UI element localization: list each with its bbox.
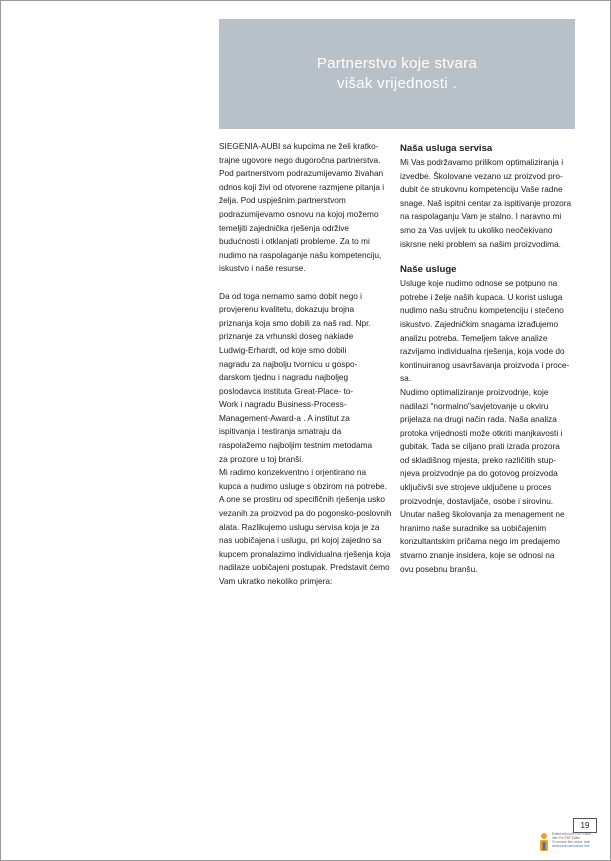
watermark-text	[552, 832, 602, 848]
section-heading-service: Naša usluga servisa	[400, 143, 493, 154]
text-line: priznanje za vrhunski doseg nakiade	[219, 331, 354, 342]
title-line-1: Partnerstvo koje stvara	[316, 55, 478, 72]
text-line: nadilazi "normalno"savjetovanje u okviru	[400, 400, 549, 411]
text-line: Ludwig-Erhardt, od koje smo dobili	[219, 344, 347, 355]
right-column	[400, 140, 576, 576]
text-line: izvedbe. Školovane vezano uz proizvod pro-	[400, 170, 563, 181]
infix-watermark[interactable]	[537, 830, 603, 854]
text-line: kupca a nudimo usluge s obzirom na potrebe.	[219, 480, 387, 491]
text-line: ispitivanja i testiranja smatraju da	[219, 426, 342, 437]
text-line: protoka vrijednosti može otkriti manjkavosti i	[400, 427, 563, 438]
text-line: nas uobičajena i uslugu, pri kojoj zajedno sa	[219, 535, 382, 546]
text-line: Usluge koje nudimo odnose se potpuno na	[400, 278, 558, 289]
text-line: za prozore u toj branši.	[219, 453, 304, 464]
text-line: želja. Pod uspješnim partnerstvom	[219, 195, 346, 206]
text-line: na raspolaganju Vam je stalno. I naravno mi	[400, 211, 562, 222]
section-body-services	[400, 277, 576, 576]
text-line: sa.	[400, 373, 412, 384]
text-line: prijelaza na drugi način rada. Naša analiza	[400, 414, 557, 425]
text-line: SIEGENIA-AUBI sa kupcima ne želi kratko-	[219, 141, 379, 151]
section-body-service	[400, 156, 576, 251]
watermark-link[interactable]: www.iceni.com/unlock.htm	[552, 844, 590, 848]
text-line: raspolažemo najboljim testnim metodama	[219, 440, 373, 451]
text-line: nudimo našu stručnu kompetenciju i stečeno	[400, 305, 564, 316]
title-banner	[219, 19, 575, 129]
watermark-line-3: To remove this notice, visit:	[552, 840, 591, 844]
text-line: iskustvo. Zajedničkim snagama izrađujemo	[400, 318, 559, 329]
text-line: ovu posebnu branšu.	[400, 563, 478, 574]
text-line: Mi radimo konzekventno i orjentirano na	[219, 467, 367, 478]
text-line: provjerenu kvalitetu, dokazuju brojna	[219, 304, 355, 315]
text-line: Work i nagradu Business-Process-	[219, 399, 347, 410]
text-line: potrebe i želje naših kupaca. U korist usluga	[400, 291, 563, 302]
text-line: darskom tjednu i nagradu najboljeg	[219, 372, 349, 383]
text-line: konzultantskim pričama nego im predajemo	[400, 536, 561, 547]
text-line: stvarno znanje insidera, koje se odnosi na	[400, 550, 555, 561]
text-line: nudimo na raspolaganje našu kompetenciju,	[219, 249, 382, 260]
text-line: trajne ugovore nego dugoročna partnerstva.	[219, 154, 381, 165]
title-line-2: višak vrijednosti .	[337, 75, 457, 92]
text-line: analizu potreba. Temeljem takve analize	[400, 332, 548, 343]
paragraph-gap	[219, 276, 381, 290]
text-line: vezanih za proizvod pa do pogonsko-poslovnih	[219, 508, 392, 519]
section-heading-services: Naše usluge	[400, 264, 457, 276]
text-line: gubitak. Tada se ciljano prati izrada prozora	[400, 441, 560, 452]
text-line: iskrsne neki problem sa našim proizvodima.	[400, 238, 561, 249]
text-line: A one se prostiru od specifičnih rješenja usko	[219, 494, 386, 505]
page-number: 19	[573, 818, 597, 833]
text-line: nagradu za najbolju tvornicu u gospo-	[219, 358, 358, 369]
text-line: Unutar našeg školovanja za menagement ne	[400, 509, 565, 520]
text-line: Da od toga nemamo samo dobit nego i	[219, 290, 362, 301]
text-line: hranimo naše suradnike sa uobičajenim	[400, 522, 547, 533]
text-line: snage. Naš ispitni centar za ispitivanje prozora	[400, 197, 572, 208]
section-gap	[400, 251, 576, 261]
text-line: uključivši sve strojeve uključene u proces	[400, 482, 552, 493]
text-line: Management-Award-a . A institut za	[219, 412, 350, 423]
text-line: Nudimo optimaliziranje proizvodnje, koje	[400, 386, 549, 397]
text-line: priznanja koja smo dobili za naš rad. Npr.	[219, 317, 371, 328]
text-line: kontinuiranog usavršavanja proizvoda i proce-	[400, 359, 570, 370]
left-column	[219, 140, 392, 589]
watermark-line-2: Infix Pro PDF Editor	[552, 836, 581, 840]
text-line: podrazumijevamo osnovu na kojoj možemo	[219, 208, 379, 219]
text-line: Mi Vas podržavamo prilikom optimaliziranja i	[400, 157, 564, 167]
text-line: njeva proizvodnje pa do gotovog proizvoda	[400, 468, 558, 479]
text-line: razvijamo individualna rješenja, koja vode do	[400, 346, 565, 357]
text-line: Vam ukratko nekoliko primjera:	[219, 576, 333, 586]
text-line: temeljiti zajednička rješenja održive	[219, 222, 350, 233]
text-line: nadilaze uobičajeni postupak. Predstavit ćemo	[219, 562, 390, 573]
text-line: kupcem pronalazimo individualna rješenja koja	[219, 548, 391, 559]
text-line: proizvodnje, dostavljače, osobe i sirovinu.	[400, 495, 554, 506]
text-line: od skladišnog mjesta, preko različitih stup-	[400, 454, 556, 465]
text-line: Pod partnerstvom podrazumijevamo živahan	[219, 168, 384, 179]
watermark-line-1: Edited with Infix PDF Editor -	[552, 832, 593, 836]
text-line: odnos koji živi od otvorene razmjene pitanja i	[219, 181, 385, 192]
text-line: iskustvo i naše resurse.	[219, 263, 306, 274]
text-line: budućnosti i otklanjati probleme. Za to mi	[219, 236, 370, 247]
text-line: poslodavca institutа Great-Place- to-	[219, 385, 354, 396]
text-line: smo za Vas uvijek tu ukoliko neočekivano	[400, 224, 553, 235]
text-line: dubit će strukovnu kompetenciju Vaše radne	[400, 184, 563, 195]
infix-logo-icon	[537, 832, 551, 852]
text-line: alata. Razlikujemo uslugu servisa koja je za	[219, 521, 380, 532]
